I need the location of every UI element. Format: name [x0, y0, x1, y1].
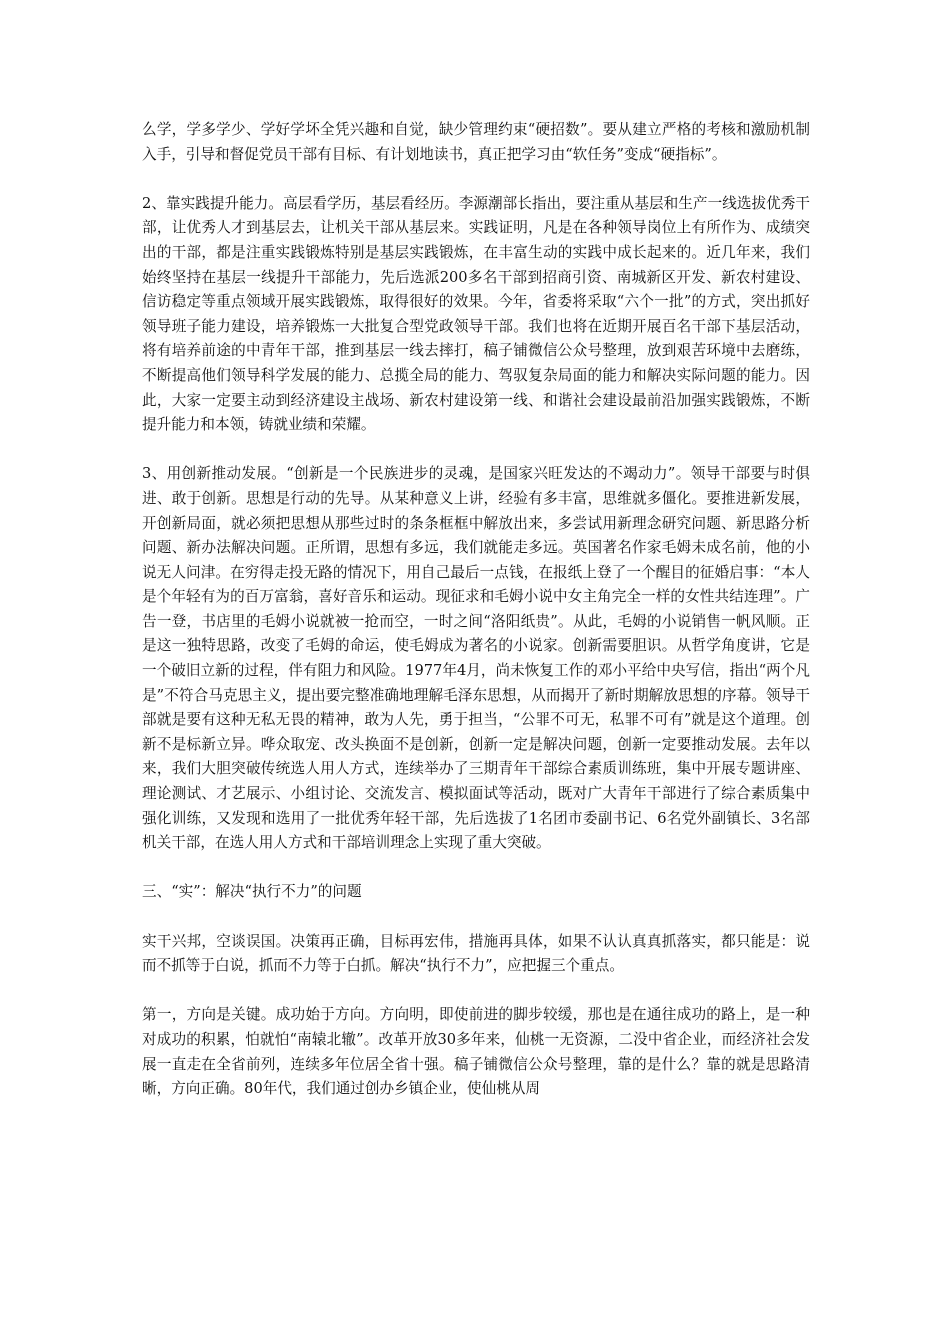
paragraph-direction-key: 第一，方向是关键。成功始于方向。方向明，即使前进的脚步较缓，那也是在通往成功的路上，是一种对成功的积累，怕就怕“南辕北辙”。改革开放30多年来，仙桃一无资源，二没中省企业，而经济社会发展一直走在全省前列，连续多年位居全省十强。稿子铺微信公众号整理，靠的是什么？靠的就是思路清晰，方向正确。80年代，我们通过创办乡镇企业，使仙桃从周 [142, 1006, 810, 1098]
paragraph-practice-ability: 2、靠实践提升能力。高层看学历，基层看经历。李源潮部长指出，要注重从基层和生产一线选拔优秀干部，让优秀人才到基层去，让机关干部从基层来。实践证明，凡是在各种领导岗位上有所作为、成绩突出的干部，都是注重实践锻炼特别是基层实践锻炼，在丰富生动的实践中成长起来的。近几年来，我们始终坚持在基层一线提升干部能力，先后选派200多名干部到招商引资、南城新区开发、新农村建设、信访稳定等重点领域开展实践锻炼，取得很好的效果。今年，省委将采取“六个一批”的方式，突出抓好领导班子能力建设，培养锻炼一大批复合型党政领导干部。我们也将在近期开展百名干部下基层活动，将有培养前途的中青年干部，推到基层一线去摔打，稿子铺微信公众号整理，放到艰苦环境中去磨练，不断提高他们领导科学发展的能力、总揽全局的能力、驾驭复杂局面的能力和解决实际问题的能力。因此，大家一定要主动到经济建设主战场、新农村建设第一线、和谐社会建设最前沿加强实践锻炼，不断提升能力和本领，铸就业绩和荣耀。 [142, 194, 810, 434]
document-page [142, 118, 810, 1102]
paragraph-gap [142, 856, 810, 881]
paragraph-execution-intro: 实干兴邦，空谈误国。决策再正确，目标再宏伟，措施再具体，如果不认认真真抓落实，都只能是：说而不抓等于白说，抓而不力等于白抓。解决“执行不力”，应把握三个重点。 [142, 932, 810, 975]
paragraph-gap [142, 438, 810, 463]
paragraph-gap [142, 905, 810, 930]
section-heading-execution: 三、“实”：解决“执行不力”的问题 [142, 883, 362, 901]
paragraph-gap [142, 979, 810, 1004]
paragraph-gap [142, 167, 810, 192]
paragraph-innovation-development: 3、用创新推动发展。“创新是一个民族进步的灵魂，是国家兴旺发达的不竭动力”。领导干部要与时俱进、敢于创新。思想是行动的先导。从某种意义上讲，经验有多丰富，思维就多僵化。要推进新发展，开创新局面，就必须把思想从那些过时的条条框框中解放出来，多尝试用新理念研究问题、新思路分析问题、新办法解决问题。正所谓，思想有多远，我们就能走多远。英国著名作家毛姆未成名前，他的小说无人问津。在穷得走投无路的情况下，用自己最后一点钱，在报纸上登了一个醒目的征婚启事：“本人是个年轻有为的百万富翁，喜好音乐和运动。现征求和毛姆小说中女主角完全一样的女性共结连理”。广告一登，书店里的毛姆小说就被一抢而空，一时之间“洛阳纸贵”。从此，毛姆的小说销售一帆风顺。正是这一独特思路，改变了毛姆的命运，使毛姆成为著名的小说家。创新需要胆识。从哲学角度讲，它是一个破旧立新的过程，伴有阻力和风险。1977年4月，尚未恢复工作的邓小平给中央写信，指出“两个凡是”不符合马克思主义，提出要完整准确地理解毛泽东思想，从而揭开了新时期解放思想的序幕。领导干部就是要有这种无私无畏的精神，敢为人先，勇于担当，“公罪不可无，私罪不可有”就是这个道理。创新不是标新立异。哗众取宠、改头换面不是创新，创新一定是解决问题，创新一定要推动发展。去年以来，我们大胆突破传统选人用人方式，连续举办了三期青年干部综合素质训练班，集中开展专题讲座、理论测试、才艺展示、小组讨论、交流发言、模拟面试等活动，既对广大青年干部进行了综合素质集中强化训练，又发现和选用了一批优秀年轻干部，先后选拔了1名团市委副书记、6名党外副镇长、3名部机关干部，在选人用人方式和干部培训理念上实现了重大突破。 [142, 465, 810, 852]
paragraph-study-discipline: 么学，学多学少、学好学坏全凭兴趣和自觉，缺少管理约束“硬招数”。要从建立严格的考核和激励机制入手，引导和督促党员干部有目标、有计划地读书，真正把学习由“软任务”变成“硬指标”。 [142, 121, 810, 163]
